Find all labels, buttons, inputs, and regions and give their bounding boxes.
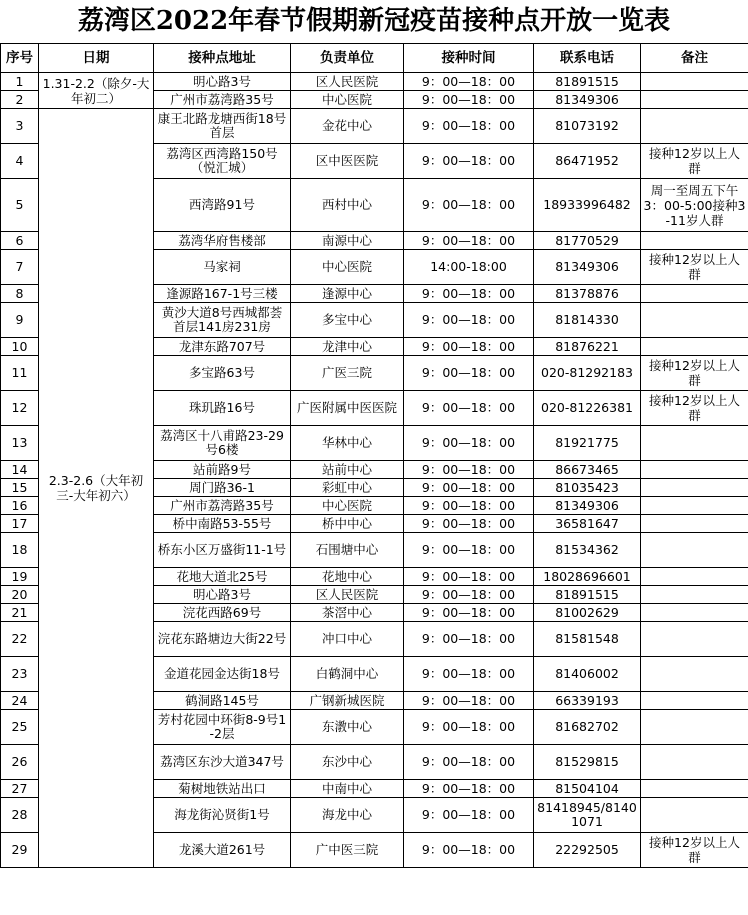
vaccination-time: 9：00—18：00 (404, 657, 534, 692)
row-number: 2 (1, 91, 39, 109)
row-number: 20 (1, 586, 39, 604)
site-address: 多宝路63号 (154, 356, 291, 391)
row-number: 4 (1, 144, 39, 179)
site-address: 荔湾区西湾路150号（悦汇城） (154, 144, 291, 179)
remark (641, 622, 748, 657)
contact-phone: 81349306 (534, 250, 641, 285)
contact-phone: 22292505 (534, 833, 641, 868)
responsible-unit: 广钢新城医院 (291, 692, 404, 710)
contact-phone: 020-81226381 (534, 391, 641, 426)
vaccination-time: 9：00—18：00 (404, 109, 534, 144)
vaccination-time: 14:00-18:00 (404, 250, 534, 285)
site-address: 广州市荔湾路35号 (154, 497, 291, 515)
site-address: 菊树地铁站出口 (154, 780, 291, 798)
remark (641, 710, 748, 745)
vaccination-time: 9：00—18：00 (404, 426, 534, 461)
responsible-unit: 海龙中心 (291, 798, 404, 833)
responsible-unit: 东漖中心 (291, 710, 404, 745)
header-phone: 联系电话 (534, 44, 641, 73)
date-group-cell: 1.31-2.2（除夕-大年初二） (39, 73, 154, 109)
contact-phone: 81002629 (534, 604, 641, 622)
remark (641, 461, 748, 479)
remark (641, 798, 748, 833)
row-number: 26 (1, 745, 39, 780)
site-address: 桥中南路53-55号 (154, 515, 291, 533)
vaccination-time: 9：00—18：00 (404, 568, 534, 586)
row-number: 22 (1, 622, 39, 657)
remark (641, 73, 748, 91)
date-group-cell: 2.3-2.6（大年初三-大年初六） (39, 109, 154, 868)
responsible-unit: 广中医三院 (291, 833, 404, 868)
remark (641, 604, 748, 622)
contact-phone: 18028696601 (534, 568, 641, 586)
remark (641, 479, 748, 497)
site-address: 桥东小区万盛街11-1号 (154, 533, 291, 568)
row-number: 28 (1, 798, 39, 833)
contact-phone: 81349306 (534, 497, 641, 515)
responsible-unit: 西村中心 (291, 179, 404, 232)
remark: 接种12岁以上人群 (641, 391, 748, 426)
row-number: 14 (1, 461, 39, 479)
vaccination-time: 9：00—18：00 (404, 232, 534, 250)
site-address: 海龙街沁贤街1号 (154, 798, 291, 833)
remark (641, 745, 748, 780)
remark (641, 657, 748, 692)
responsible-unit: 广医附属中医医院 (291, 391, 404, 426)
row-number: 29 (1, 833, 39, 868)
vaccination-sites-table (0, 43, 748, 868)
row-number: 6 (1, 232, 39, 250)
contact-phone: 81814330 (534, 303, 641, 338)
responsible-unit: 多宝中心 (291, 303, 404, 338)
remark: 接种12岁以上人群 (641, 250, 748, 285)
vaccination-time: 9：00—18：00 (404, 780, 534, 798)
remark (641, 533, 748, 568)
vaccination-time: 9：00—18：00 (404, 833, 534, 868)
responsible-unit: 中心医院 (291, 497, 404, 515)
site-address: 花地大道北25号 (154, 568, 291, 586)
vaccination-time: 9：00—18：00 (404, 497, 534, 515)
remark (641, 515, 748, 533)
contact-phone: 020-81292183 (534, 356, 641, 391)
remark (641, 780, 748, 798)
row-number: 9 (1, 303, 39, 338)
header-time: 接种时间 (404, 44, 534, 73)
responsible-unit: 站前中心 (291, 461, 404, 479)
remark (641, 426, 748, 461)
responsible-unit: 东沙中心 (291, 745, 404, 780)
row-number: 1 (1, 73, 39, 91)
row-number: 13 (1, 426, 39, 461)
responsible-unit: 中心医院 (291, 91, 404, 109)
table-row (1, 109, 748, 144)
header-unit: 负责单位 (291, 44, 404, 73)
contact-phone: 81406002 (534, 657, 641, 692)
site-address: 逢源路167-1号三楼 (154, 285, 291, 303)
table-row (1, 73, 748, 91)
row-number: 18 (1, 533, 39, 568)
contact-phone: 86471952 (534, 144, 641, 179)
remark (641, 303, 748, 338)
header-note: 备注 (641, 44, 748, 73)
site-address: 广州市荔湾路35号 (154, 91, 291, 109)
responsible-unit: 桥中中心 (291, 515, 404, 533)
vaccination-time: 9：00—18：00 (404, 710, 534, 745)
row-number: 27 (1, 780, 39, 798)
site-address: 荔湾区十八甫路23-29号6楼 (154, 426, 291, 461)
remark: 接种12岁以上人群 (641, 144, 748, 179)
site-address: 黄沙大道8号西城都荟首层141房231房 (154, 303, 291, 338)
site-address: 荔湾区东沙大道347号 (154, 745, 291, 780)
row-number: 7 (1, 250, 39, 285)
responsible-unit: 金花中心 (291, 109, 404, 144)
site-address: 金道花园金达街18号 (154, 657, 291, 692)
row-number: 17 (1, 515, 39, 533)
row-number: 16 (1, 497, 39, 515)
responsible-unit: 中心医院 (291, 250, 404, 285)
contact-phone: 81529815 (534, 745, 641, 780)
vaccination-time: 9：00—18：00 (404, 586, 534, 604)
vaccination-time: 9：00—18：00 (404, 303, 534, 338)
responsible-unit: 龙津中心 (291, 338, 404, 356)
vaccination-time: 9：00—18：00 (404, 533, 534, 568)
vaccination-time: 9：00—18：00 (404, 461, 534, 479)
row-number: 10 (1, 338, 39, 356)
contact-phone: 81682702 (534, 710, 641, 745)
row-number: 24 (1, 692, 39, 710)
vaccination-time: 9：00—18：00 (404, 144, 534, 179)
responsible-unit: 南源中心 (291, 232, 404, 250)
remark: 接种12岁以上人群 (641, 356, 748, 391)
site-address: 浣花西路69号 (154, 604, 291, 622)
contact-phone: 18933996482 (534, 179, 641, 232)
header-date: 日期 (39, 44, 154, 73)
vaccination-time: 9：00—18：00 (404, 604, 534, 622)
contact-phone: 81504104 (534, 780, 641, 798)
remark (641, 91, 748, 109)
row-number: 5 (1, 179, 39, 232)
contact-phone: 81378876 (534, 285, 641, 303)
site-address: 站前路9号 (154, 461, 291, 479)
remark (641, 497, 748, 515)
responsible-unit: 逢源中心 (291, 285, 404, 303)
responsible-unit: 区中医医院 (291, 144, 404, 179)
remark (641, 285, 748, 303)
remark (641, 692, 748, 710)
vaccination-time: 9：00—18：00 (404, 91, 534, 109)
page-title: 荔湾区2022年春节假期新冠疫苗接种点开放一览表 (77, 6, 671, 36)
responsible-unit: 茶滘中心 (291, 604, 404, 622)
responsible-unit: 华林中心 (291, 426, 404, 461)
contact-phone: 81073192 (534, 109, 641, 144)
site-address: 明心路3号 (154, 73, 291, 91)
contact-phone: 81891515 (534, 73, 641, 91)
contact-phone: 81891515 (534, 586, 641, 604)
responsible-unit: 石围塘中心 (291, 533, 404, 568)
row-number: 11 (1, 356, 39, 391)
responsible-unit: 广医三院 (291, 356, 404, 391)
remark: 周一至周五下午3：00-5:00接种3-11岁人群 (641, 179, 748, 232)
site-address: 浣花东路塘边大街22号 (154, 622, 291, 657)
row-number: 23 (1, 657, 39, 692)
contact-phone: 86673465 (534, 461, 641, 479)
vaccination-time: 9：00—18：00 (404, 515, 534, 533)
contact-phone: 81770529 (534, 232, 641, 250)
table-header-row (1, 44, 748, 73)
responsible-unit: 区人民医院 (291, 586, 404, 604)
site-address: 马家祠 (154, 250, 291, 285)
vaccination-time: 9：00—18：00 (404, 479, 534, 497)
remark (641, 568, 748, 586)
contact-phone: 81418945/81401071 (534, 798, 641, 833)
row-number: 15 (1, 479, 39, 497)
contact-phone: 66339193 (534, 692, 641, 710)
vaccination-time: 9：00—18：00 (404, 179, 534, 232)
contact-phone: 81876221 (534, 338, 641, 356)
contact-phone: 36581647 (534, 515, 641, 533)
vaccination-time: 9：00—18：00 (404, 622, 534, 657)
row-number: 12 (1, 391, 39, 426)
row-number: 21 (1, 604, 39, 622)
responsible-unit: 中南中心 (291, 780, 404, 798)
contact-phone: 81349306 (534, 91, 641, 109)
site-address: 明心路3号 (154, 586, 291, 604)
contact-phone: 81581548 (534, 622, 641, 657)
row-number: 8 (1, 285, 39, 303)
site-address: 珠玑路16号 (154, 391, 291, 426)
site-address: 龙溪大道261号 (154, 833, 291, 868)
responsible-unit: 花地中心 (291, 568, 404, 586)
table-body (1, 73, 748, 868)
row-number: 19 (1, 568, 39, 586)
responsible-unit: 冲口中心 (291, 622, 404, 657)
site-address: 周门路36-1 (154, 479, 291, 497)
responsible-unit: 彩虹中心 (291, 479, 404, 497)
vaccination-time: 9：00—18：00 (404, 73, 534, 91)
vaccination-time: 9：00—18：00 (404, 285, 534, 303)
site-address: 康王北路龙塘西街18号首层 (154, 109, 291, 144)
vaccination-time: 9：00—18：00 (404, 356, 534, 391)
contact-phone: 81921775 (534, 426, 641, 461)
row-number: 3 (1, 109, 39, 144)
row-number: 25 (1, 710, 39, 745)
header-address: 接种点地址 (154, 44, 291, 73)
responsible-unit: 白鹤洞中心 (291, 657, 404, 692)
responsible-unit: 区人民医院 (291, 73, 404, 91)
contact-phone: 81035423 (534, 479, 641, 497)
vaccination-time: 9：00—18：00 (404, 745, 534, 780)
remark: 接种12岁以上人群 (641, 833, 748, 868)
site-address: 荔湾华府售楼部 (154, 232, 291, 250)
remark (641, 232, 748, 250)
remark (641, 586, 748, 604)
vaccination-time: 9：00—18：00 (404, 798, 534, 833)
remark (641, 109, 748, 144)
site-address: 龙津东路707号 (154, 338, 291, 356)
vaccination-time: 9：00—18：00 (404, 692, 534, 710)
vaccination-time: 9：00—18：00 (404, 338, 534, 356)
vaccination-time: 9：00—18：00 (404, 391, 534, 426)
header-no: 序号 (1, 44, 39, 73)
remark (641, 338, 748, 356)
site-address: 西湾路91号 (154, 179, 291, 232)
contact-phone: 81534362 (534, 533, 641, 568)
site-address: 芳村花园中环街8-9号1-2层 (154, 710, 291, 745)
site-address: 鹤洞路145号 (154, 692, 291, 710)
